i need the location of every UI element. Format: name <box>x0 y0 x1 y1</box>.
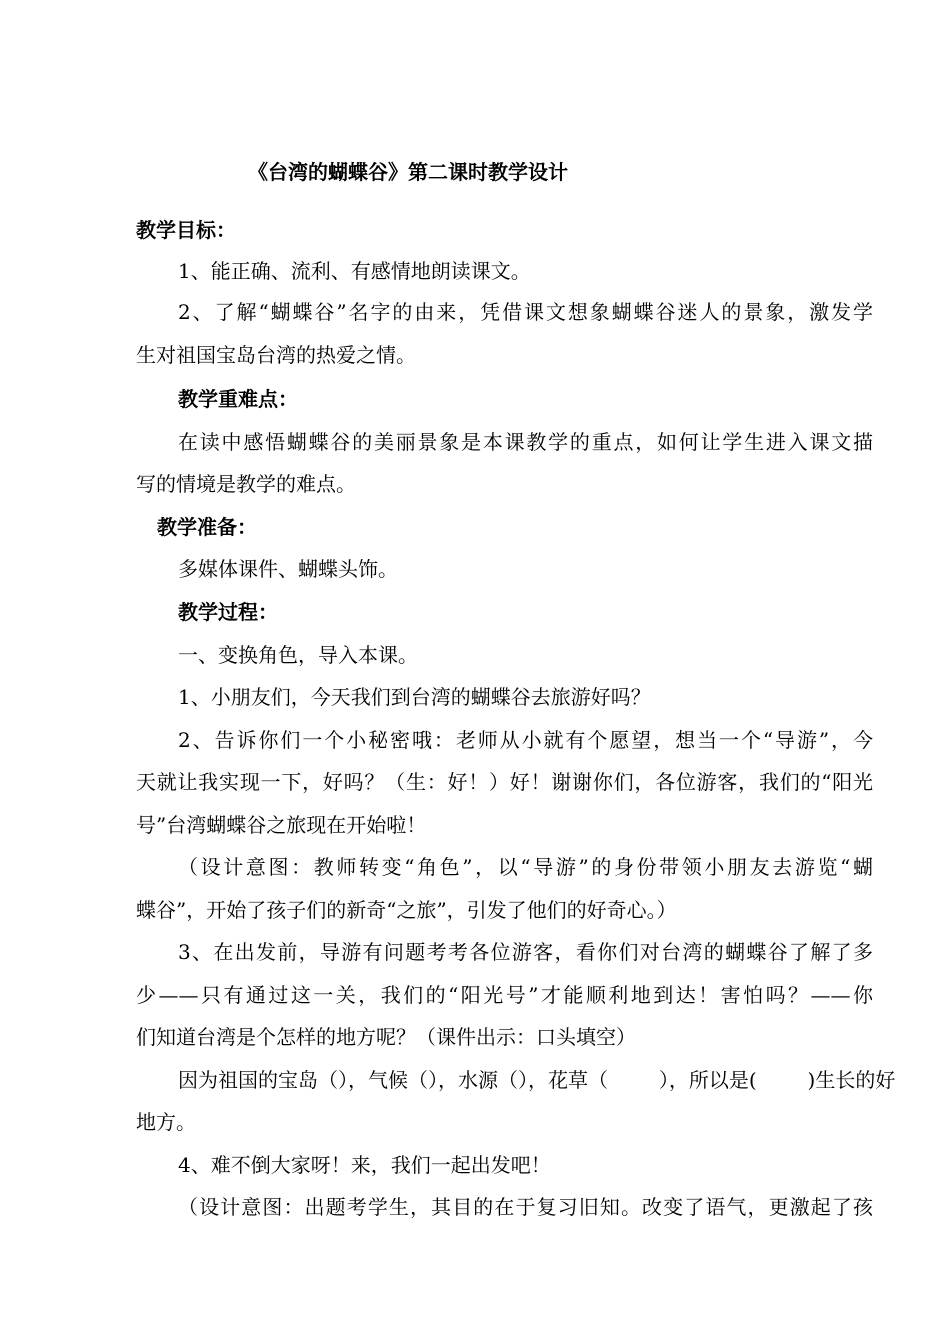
process-step-2b: 天就让我实现一下，好吗？（生：好！）好！谢谢你们，各位游客，我们的“阳光 <box>136 770 873 794</box>
goal-line-2a: 2、了解“蝴蝶谷”名字的由来，凭借课文想象蝴蝶谷迷人的景象，激发学 <box>178 300 873 324</box>
document-title: 《台湾的蝴蝶谷》第二课时教学设计 <box>248 160 568 184</box>
design-intent-1a: （设计意图：教师转变“角色”，以“导游”的身份带领小朋友去游览“蝴 <box>178 855 873 879</box>
heading-key-difficulties: 教学重难点： <box>178 387 298 411</box>
design-intent-1b: 蝶谷”，开始了孩子们的新奇“之旅”，引发了他们的好奇心。） <box>136 898 677 922</box>
heading-preparation: 教学准备： <box>157 515 257 539</box>
process-step-3a: 3、在出发前，导游有问题考考各位游客，看你们对台湾的蝴蝶谷了解了多 <box>178 940 873 964</box>
goal-line-1: 1、能正确、流利、有感情地朗读课文。 <box>178 259 531 283</box>
fill-in-prompt-b: 地方。 <box>136 1110 196 1134</box>
process-step-4: 4、难不倒大家呀！来，我们一起出发吧！ <box>178 1153 551 1177</box>
process-step-2c: 号”台湾蝴蝶谷之旅现在开始啦！ <box>136 813 427 837</box>
process-step-3b: 少——只有通过这一关，我们的“阳光号”才能顺利地到达！害怕吗？——你 <box>136 983 873 1007</box>
process-step-1: 1、小朋友们，今天我们到台湾的蝴蝶谷去旅游好吗？ <box>178 685 651 709</box>
process-step-2a: 2、告诉你们一个小秘密哦：老师从小就有个愿望，想当一个“导游”，今 <box>178 728 873 752</box>
key-difficulties-line-b: 写的情境是教学的难点。 <box>136 472 356 496</box>
key-difficulties-line-a: 在读中感悟蝴蝶谷的美丽景象是本课教学的重点，如何让学生进入课文描 <box>178 430 873 454</box>
heading-process: 教学过程： <box>178 600 278 624</box>
preparation-line: 多媒体课件、蝴蝶头饰。 <box>178 557 398 581</box>
process-section-1: 一、变换角色，导入本课。 <box>178 643 418 667</box>
design-intent-2: （设计意图：出题考学生，其目的在于复习旧知。改变了语气，更激起了孩 <box>178 1195 873 1219</box>
fill-in-prompt-a: 因为祖国的宝岛（），气候（），水源（），花草（ ），所以是( )生长的好 <box>178 1068 896 1092</box>
process-step-3c: 们知道台湾是个怎样的地方呢？（课件出示：口头填空） <box>136 1025 636 1049</box>
heading-teaching-goals: 教学目标： <box>136 218 236 242</box>
goal-line-2b: 生对祖国宝岛台湾的热爱之情。 <box>136 343 416 367</box>
